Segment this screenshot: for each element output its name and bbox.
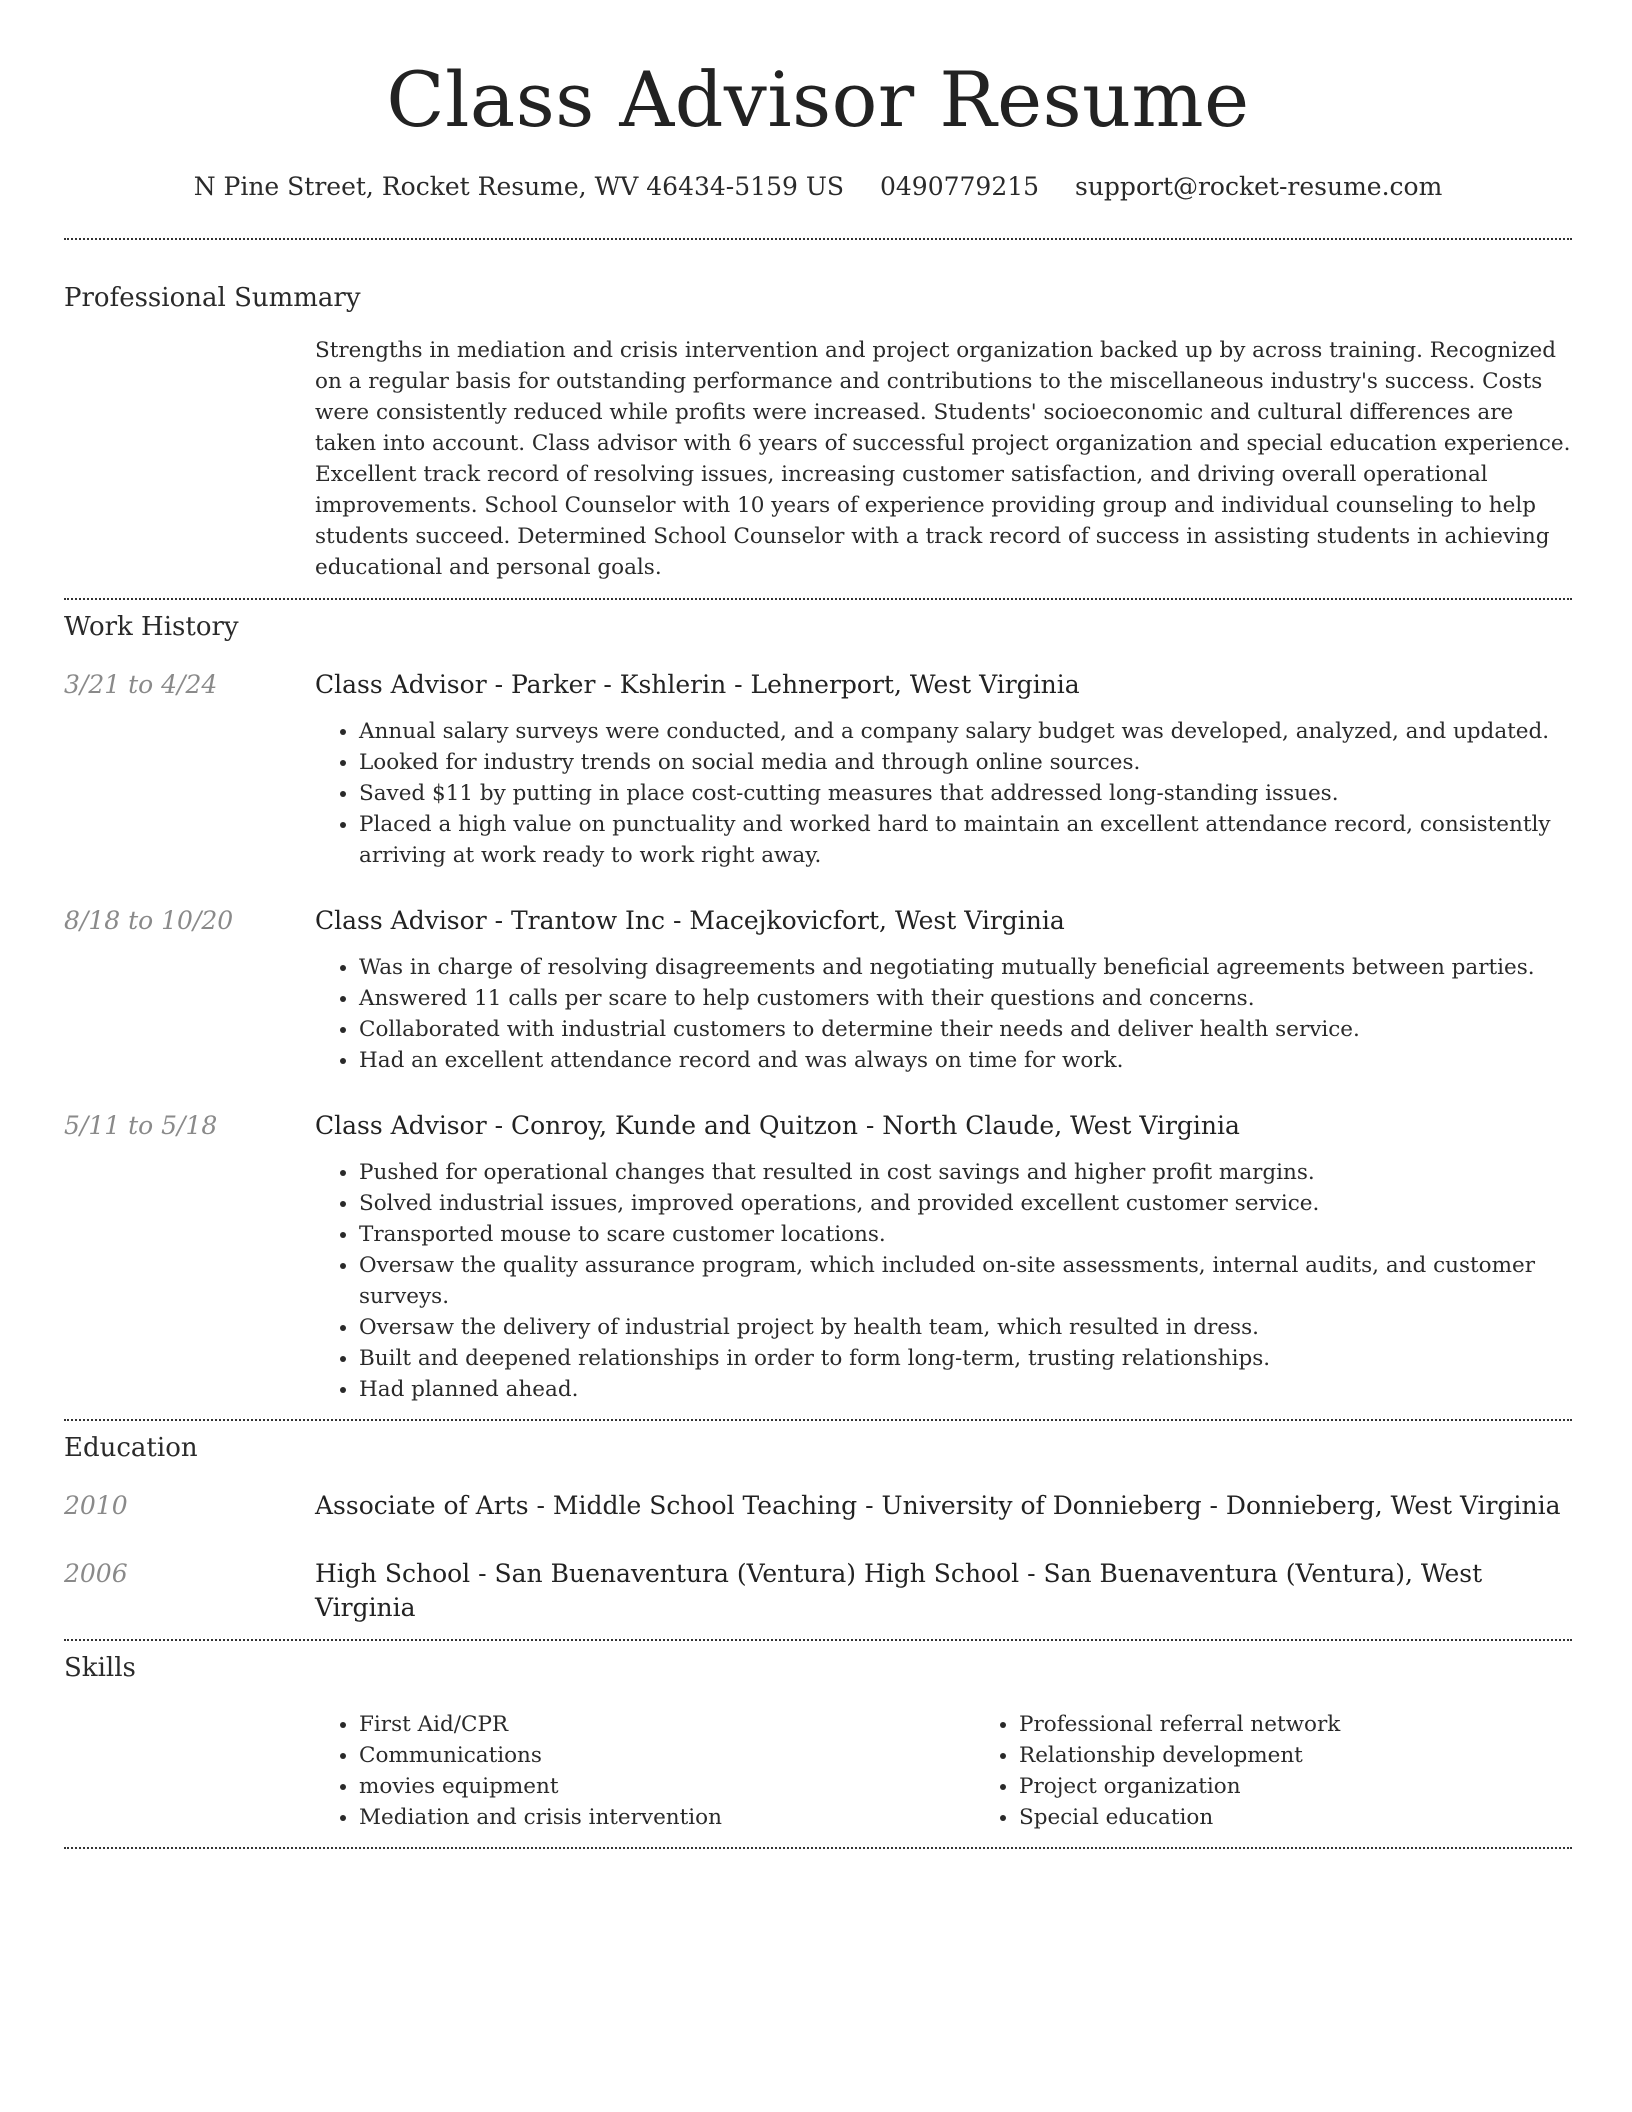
resume-page	[64, 0, 1572, 1849]
job-title: Class Advisor - Trantow Inc - Macejkovicfort, West Virginia	[315, 906, 1065, 935]
education-entry	[64, 1489, 1572, 1523]
summary-section	[64, 281, 1572, 583]
job-dates: 3/21 to 4/24	[64, 670, 218, 699]
job-details	[315, 1109, 1572, 1405]
job-bullet: • Had an excellent attendance record and was always on time for work.	[359, 1045, 1572, 1076]
skill-item: • Project organization	[1019, 1771, 1632, 1802]
skills-row	[64, 1709, 1572, 1833]
job-bullets	[315, 952, 1572, 1076]
job-details	[315, 668, 1572, 871]
contact-address: N Pine Street, Rocket Resume, WV 46434-5159 US	[193, 172, 845, 201]
education-school: - Middle School Teaching - University of Donnieberg - Donnieberg, West Virginia	[528, 1491, 1561, 1520]
education-title	[315, 1489, 1572, 1523]
contact-email: support@rocket-resume.com	[1075, 172, 1443, 201]
job-title: Class Advisor - Conroy, Kunde and Quitzon - North Claude, West Virginia	[315, 1111, 1240, 1140]
job-bullet: • Had planned ahead.	[359, 1374, 1572, 1405]
skills-lists	[315, 1709, 1572, 1833]
skill-item: • Mediation and crisis intervention	[359, 1802, 975, 1833]
skills-section	[64, 1651, 1572, 1833]
skill-item: • Professional referral network	[1019, 1709, 1632, 1740]
job-entry	[64, 904, 1572, 1076]
education-entry	[64, 1557, 1572, 1625]
education-section	[64, 1431, 1572, 1625]
job-entry	[64, 668, 1572, 871]
skill-item: • Communications	[359, 1740, 975, 1771]
skill-item: • Relationship development	[1019, 1740, 1632, 1771]
work-section	[64, 610, 1572, 1405]
skills-list-left	[315, 1709, 975, 1833]
contact-phone: 0490779215	[879, 172, 1040, 201]
summary-row	[64, 335, 1572, 583]
divider-education	[64, 1639, 1572, 1641]
summary-body	[315, 335, 1572, 583]
job-bullet: • Annual salary surveys were conducted, and a company salary budget was developed, analyzed, and updated.	[359, 716, 1572, 747]
education-degree: High School	[315, 1559, 471, 1588]
job-dates: 5/11 to 5/18	[64, 1111, 218, 1140]
job-bullet: • Solved industrial issues, improved operations, and provided excellent customer service.	[359, 1188, 1572, 1219]
work-heading: Work History	[64, 612, 239, 642]
skills-heading: Skills	[64, 1653, 136, 1683]
summary-heading: Professional Summary	[64, 283, 361, 313]
divider-header	[64, 238, 1572, 240]
education-details	[315, 1489, 1572, 1523]
job-bullet: • Collaborated with industrial customers to determine their needs and deliver health service.	[359, 1014, 1572, 1045]
education-heading: Education	[64, 1433, 198, 1463]
job-bullet: • Placed a high value on punctuality and worked hard to maintain an excellent attendance record, consistently arriving at work ready to work right away.	[359, 809, 1572, 871]
resume-title: Class Advisor Resume	[386, 55, 1250, 144]
divider-work	[64, 1419, 1572, 1421]
skill-item: • First Aid/CPR	[359, 1709, 975, 1740]
job-bullet: • Built and deepened relationships in order to form long-term, trusting relationships.	[359, 1343, 1572, 1374]
job-bullet: • Saved $11 by putting in place cost-cutting measures that addressed long-standing issues.	[359, 778, 1572, 809]
resume-header	[64, 0, 1572, 204]
job-details	[315, 904, 1572, 1076]
summary-text: Strengths in mediation and crisis intervention and project organization backed up by across training. Recognized on a regular basis for outstanding performance and contributions to the miscellaneous industry's success. Costs were consistently reduced while profits were increased. Students' socioeconomic and cultural differences are taken into account. Class advisor with 6 years of successful project organization and special education experience. Excellent track record of resolving issues, increasing customer satisfaction, and driving overall operational improvements. School Counselor with 10 years of experience providing group and individual counseling to help students succeed. Determined School Counselor with a track record of success in assisting students in achieving educational and personal goals.	[315, 338, 1571, 580]
divider-summary	[64, 598, 1572, 600]
education-details	[315, 1557, 1572, 1625]
job-bullet: • Answered 11 calls per scare to help customers with their questions and concerns.	[359, 983, 1572, 1014]
job-bullet: • Oversaw the quality assurance program, which included on-site assessments, internal audits, and customer surveys.	[359, 1250, 1572, 1312]
job-dates: 8/18 to 10/20	[64, 906, 234, 935]
divider-skills	[64, 1847, 1572, 1849]
job-title: Class Advisor - Parker - Kshlerin - Lehnerport, West Virginia	[315, 670, 1080, 699]
job-bullet: • Oversaw the delivery of industrial project by health team, which resulted in dress.	[359, 1312, 1572, 1343]
education-school: - San Buenaventura (Ventura) High School - San Buenaventura (Ventura), West Virginia	[315, 1559, 1483, 1622]
job-entry	[64, 1109, 1572, 1405]
education-year: 2006	[64, 1559, 128, 1588]
job-bullets	[315, 716, 1572, 871]
skills-list-right	[975, 1709, 1632, 1833]
skill-item: • movies equipment	[359, 1771, 975, 1802]
education-year: 2010	[64, 1491, 128, 1520]
education-title	[315, 1557, 1572, 1625]
job-bullets	[315, 1157, 1572, 1405]
education-degree: Associate of Arts	[315, 1491, 529, 1520]
job-bullet: • Transported mouse to scare customer locations.	[359, 1219, 1572, 1250]
skill-item: • Special education	[1019, 1802, 1632, 1833]
job-bullet: • Looked for industry trends on social media and through online sources.	[359, 747, 1572, 778]
contact-line	[64, 170, 1572, 204]
job-bullet: • Pushed for operational changes that resulted in cost savings and higher profit margins.	[359, 1157, 1572, 1188]
job-bullet: • Was in charge of resolving disagreements and negotiating mutually beneficial agreements between parties.	[359, 952, 1572, 983]
